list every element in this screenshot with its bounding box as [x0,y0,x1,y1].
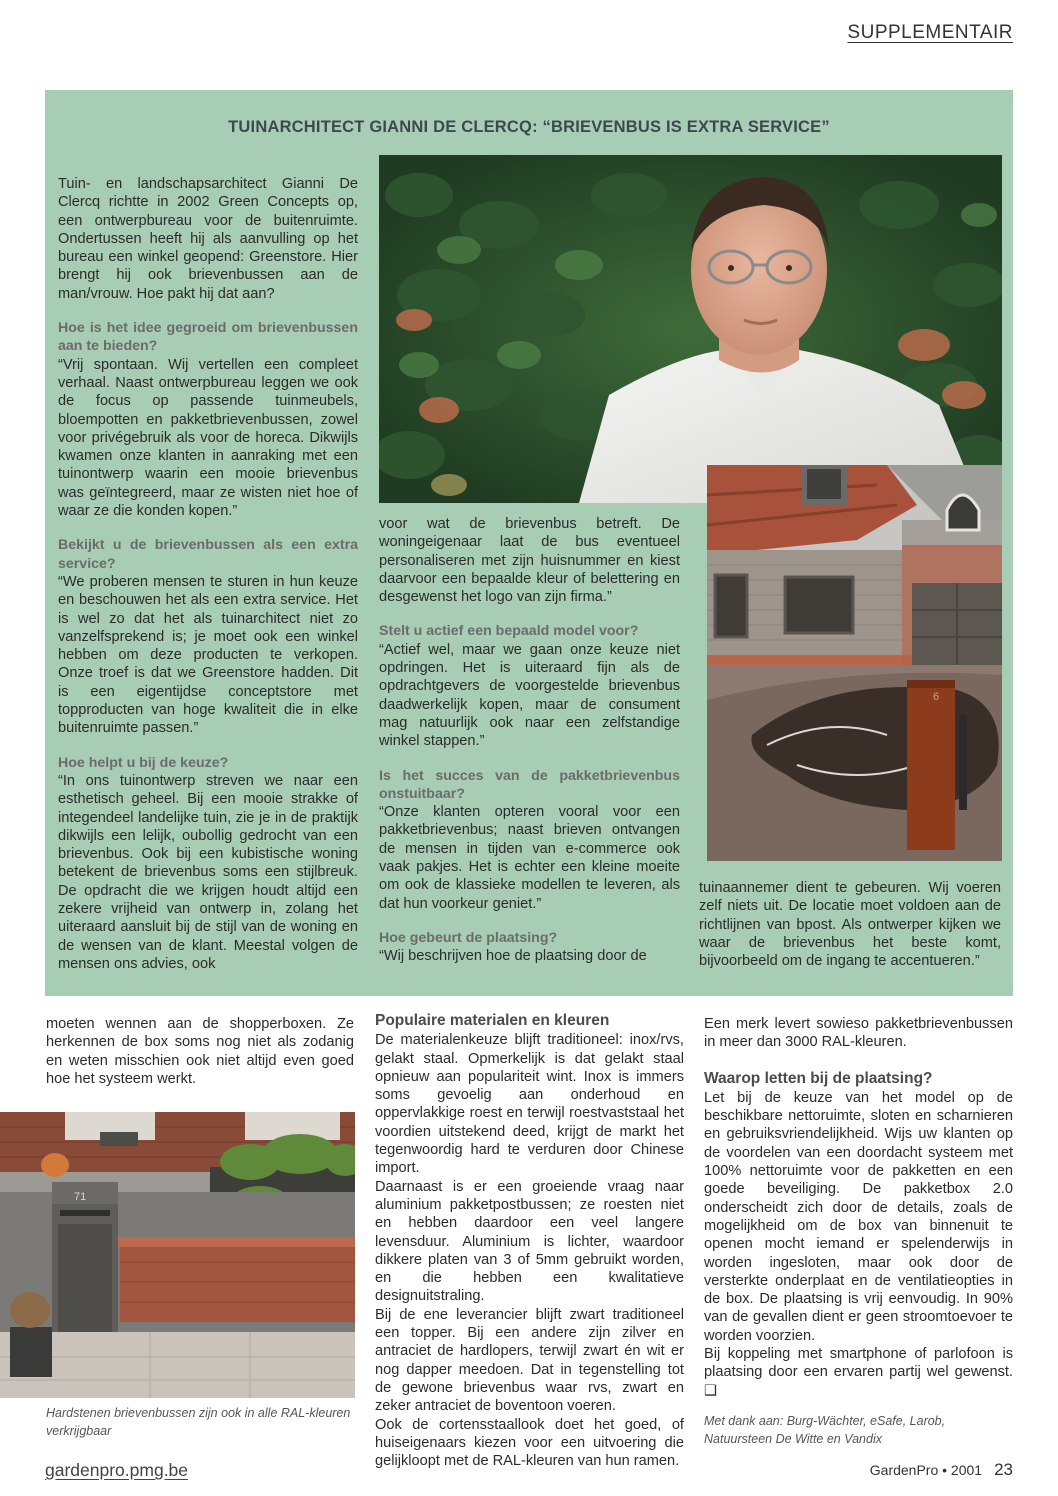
lower-column-2 [375,1012,684,1470]
col1-paragraph-4: “We proberen mensen te sturen in hun keuze en beschouwen het als een extra service. Het is wel zo dat het als tuinarchitect niet zo vanzelfsprekend is; je moet ook een winkel hebben om deze producten te verkopen. Onze troef is dat we Greenstore hadden. Dit is een eigentijdse conceptstore met topproducten van hoge kwaliteit die in elke buitenruimte passen.” [58,573,358,737]
footer-url-link[interactable]: gardenpro.pmg.be [45,1460,189,1480]
col1-paragraph-0: Tuin- en landschapsarchitect Gianni De Clercq richtte in 2002 Green Concepts op, een ontwerpbureau voor de buitenruimte. Ondertussen heeft hij als aanvulling op het bureau een winkel geopend: Greenstore. Hier brengt hij ook brievenbussen aan de man/vrouw. Hoe pakt hij dat aan? [58,176,358,302]
interview-column-1 [58,175,358,973]
house-mailbox-photo [707,465,1002,861]
footer-page-info [870,1460,1013,1480]
stone-mailbox-number: 71 [74,1191,87,1203]
page-number: 23 [994,1460,1013,1479]
placement-heading: Waarop letten bij de plaatsing? [704,1069,933,1087]
materials-paragraph-1: De materialenkeuze blijft traditioneel: inox/rvs, gelakt staal. Opmerkelijk is dat gelakt staal opnieuw aan populariteit wint. Inox is immers soms gevoelig aan onderhoud en oppervlakkige roest en terwijl roestvaststaal het voordien uitstekend deed, krijgt de markt het tegenwoordig hard te verduren door Chinese import. [375,1032,684,1177]
mailbox-house-number: 6 [933,691,940,703]
portrait-photo [379,155,1002,503]
col2-question-5: Hoe gebeurt de plaatsing? [379,929,558,946]
materials-paragraph-3: Bij de ene leverancier blijft zwart traditioneel een topper. Bij een andere zijn zilver en antraciet de hardlopers, terwijl zwart én wit er nog dapper meedoen. Dat in tegenstelling tot de gewone brievenbus waar rvs, zwart en zeker antraciet de boventoon voeren. [375,1306,684,1415]
col2-paragraph-4: “Onze klanten opteren vooral voor een pakketbrievenbus; naast brieven ontvangen de mensen in tijden van e-commerce ook vaak pakjes. Het is echter een kleine moeite om ook de klassieke modellen te leveren, als dat hun voorkeur geniet.” [379,804,680,912]
lower-col1-text: moeten wennen aan de shopperboxen. Ze herkennen de box soms nog niet als zodanig en weten misschien ook niet altijd even goed hoe het systeem werkt. [46,1016,354,1087]
box-title: TUINARCHITECT GIANNI DE CLERCQ: “BRIEVENBUS IS EXTRA SERVICE” [228,118,830,136]
col2-paragraph-0: voor wat de brievenbus betreft. De woningeigenaar laat de bus eventueel personaliseren met zijn huisnummer en kiest daarvoor een bepaalde kleur of belettering en desgewenst het logo van zijn firma.” [379,516,680,606]
thanks-note: Met dank aan: Burg-Wächter, eSafe, Larob, Natuursteen De Witte en Vandix [704,1413,946,1446]
photo-caption: Hardstenen brievenbussen zijn ook in alle RAL-kleuren verkrijgbaar [46,1406,351,1438]
col1-question-3: Bekijkt u de brievenbussen als een extra service? [58,537,358,572]
col2-paragraph-6: “Wij beschrijven hoe de plaatsing door de [379,948,647,965]
interview-column-2 [379,515,680,966]
end-mark-icon: ❑ [704,1382,718,1399]
lower-column-1 [46,1015,354,1088]
col1-question-5: Hoe helpt u bij de keuze? [58,754,229,771]
placement-paragraph-1: Let bij de keuze van het model op de beschikbare nettoruimte, sloten en scharnieren en gebruiksvriendelijkheid. Wijs uw klanten op de voordelen van een doordacht systeem met 100% nettoruimte voor de pakketten en een goede beveiliging. De pakketbox 2.0 onderscheidt zich door de details, zoals de mogelijkheid om de box van binnenuit te openen mocht iemand er spelenderwijs in worden ingesloten, maar ook door de versterkte onderplaat en de ventilatieopties in de box. De plaatsing is vrij eenvoudig. In 90% van de gevallen dient er geen stroomtoevoer te worden voorzien. [704,1089,1013,1344]
col1-paragraph-2: “Vrij spontaan. Wij vertellen een compleet verhaal. Naast ontwerpbureau leggen we ook de focus op passende tuinmeubels, bloempotten en pakketbrievenbussen, zowel voor privégebruik als voor de horeca. Dikwijls kwamen onze klanten in aanraking met een tuinontwerp waarin een mooie brievenbus was geïntegreerd, maar ze wisten niet hoe of waar ze die konden kopen.” [58,356,358,520]
col1-question-1: Hoe is het idee gegroeid om brievenbussen aan te bieden? [58,320,358,355]
section-label: SUPPLEMENTAIR [847,22,1013,43]
footer-issue: GardenPro • 2001 [869,1462,983,1478]
lower-column-3 [704,1015,1013,1448]
stone-mailbox-photo [0,1112,355,1398]
materials-paragraph-2: Daarnaast is er een groeiende vraag naar aluminium pakketpostbussen; ze roesten niet en hebben daardoor een veel langere levensduur. Aluminium is lichter, waardoor dikkere platen van 3 of 5mm gebruikt worden, en die hebben een kwalitatieve designuitstraling. [375,1178,684,1305]
col2-question-1: Stelt u actief een bepaald model voor? [379,623,639,640]
ral-intro: Een merk levert sowieso pakketbrievenbussen in meer dan 3000 RAL-kleuren. [704,1016,1013,1051]
materials-paragraph-4: Ook de cortensstaallook doet het goed, of huiseigenaars kiezen voor een uitvoering die gelijkloopt met de RAL-kleuren van hun ramen. [375,1416,684,1470]
placement-paragraph-2: Bij koppeling met smartphone of parlofoon is plaatsing door een ervaren partij wel gewenst. [704,1346,1013,1381]
interview-column-3 [699,879,1001,970]
col2-question-3: Is het succes van de pakketbrievenbus onstuitbaar? [379,767,680,802]
col2-paragraph-2: “Actief wel, maar we gaan onze keuze niet opdringen. Het is uiteraard fijn als de opdrachtgevers de voorgestelde brievenbus daadwerkelijk kopen, maar de consument mag natuurlijk ook naar een zelfstandige winkel stappen.” [379,641,680,750]
materials-heading: Populaire materialen en kleuren [375,1012,610,1029]
col3-paragraph-0: tuinaannemer dient te gebeuren. Wij voeren zelf niets uit. De locatie moet voldoen aan de richtlijnen van bpost. Als ontwerper kijken we waar de brievenbus het beste komt, bijvoorbeeld om de ingang te accentueren.” [699,880,1001,970]
col1-paragraph-6: “In ons tuinontwerp streven we naar een esthetisch geheel. Bij een mooie strakke of integendeel landelijke tuin, zie je in de praktijk dikwijls een lelijk, oubollig gedrocht van een brievenbus. Ook bij een kubistische woning betekent de brievenbus soms een stijlbreuk. De opdracht die we krijgen houdt altijd een zekere vrijheid van ontwerp in, zolang het uiteraard aansluit bij de stijl van de woning en de wensen van de klant. Meestal volgen de mensen ons advies, ook [58,772,358,972]
